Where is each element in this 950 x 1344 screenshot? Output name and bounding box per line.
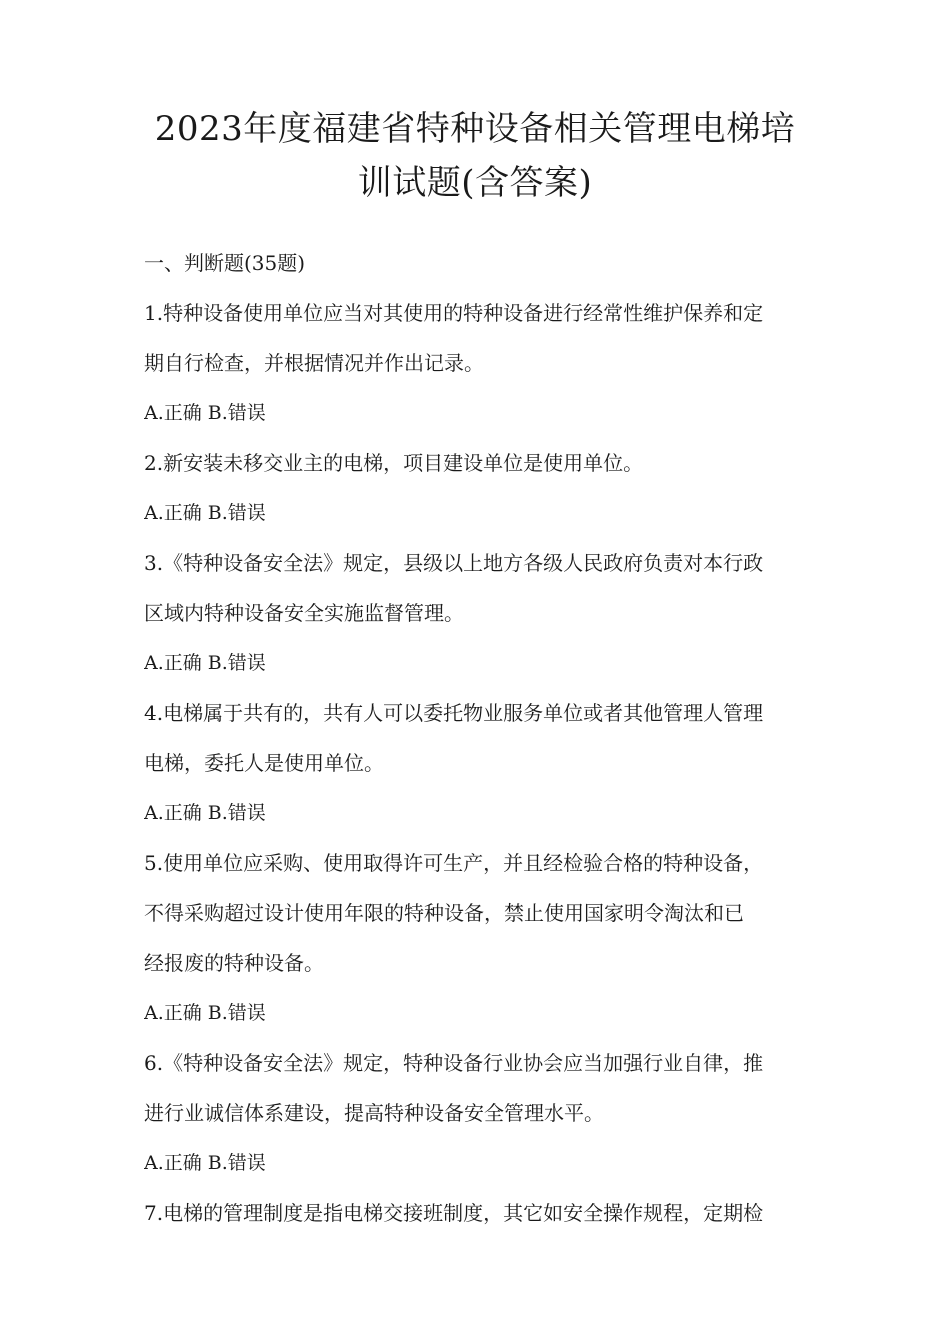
document-body (144, 238, 814, 1238)
question-text-line: 经报废的特种设备。 (144, 951, 324, 975)
section-heading: 一、判断题(35题) (144, 251, 306, 275)
question-text-line: 5.使用单位应采购、使用取得许可生产，并且经检验合格的特种设备， (144, 851, 764, 875)
question-2 (144, 438, 814, 538)
question-text-line: 2.新安装未移交业主的电梯，项目建设单位是使用单位。 (144, 451, 644, 475)
answer-options: A.正确 B.错误 (144, 652, 266, 674)
answer-options: A.正确 B.错误 (144, 1152, 266, 1174)
question-text-line: 电梯，委托人是使用单位。 (144, 751, 384, 775)
question-6 (144, 1038, 814, 1188)
answer-options: A.正确 B.错误 (144, 1002, 266, 1024)
question-text-line: 进行业诚信体系建设，提高特种设备安全管理水平。 (144, 1101, 604, 1125)
question-1 (144, 288, 814, 438)
title-line-1: 2023年度福建省特种设备相关管理电梯培 (154, 109, 796, 149)
document-title (100, 102, 850, 210)
question-text-line: 区域内特种设备安全实施监督管理。 (144, 601, 464, 625)
question-text-line: 4.电梯属于共有的，共有人可以委托物业服务单位或者其他管理人管理 (144, 701, 764, 725)
answer-options: A.正确 B.错误 (144, 402, 266, 424)
question-text-line: 不得采购超过设计使用年限的特种设备，禁止使用国家明令淘汰和已 (144, 901, 744, 925)
question-text-line: 1.特种设备使用单位应当对其使用的特种设备进行经常性维护保养和定 (144, 301, 764, 325)
question-7 (144, 1188, 814, 1238)
answer-options: A.正确 B.错误 (144, 502, 266, 524)
question-4 (144, 688, 814, 838)
title-line-2: 训试题(含答案) (357, 163, 593, 203)
question-text-line: 7.电梯的管理制度是指电梯交接班制度，其它如安全操作规程，定期检 (144, 1201, 764, 1225)
answer-options: A.正确 B.错误 (144, 802, 266, 824)
question-3 (144, 538, 814, 688)
question-5 (144, 838, 814, 1038)
question-text-line: 期自行检查，并根据情况并作出记录。 (144, 351, 484, 375)
question-text-line: 3.《特种设备安全法》规定，县级以上地方各级人民政府负责对本行政 (144, 551, 764, 575)
question-text-line: 6.《特种设备安全法》规定，特种设备行业协会应当加强行业自律，推 (144, 1051, 764, 1075)
